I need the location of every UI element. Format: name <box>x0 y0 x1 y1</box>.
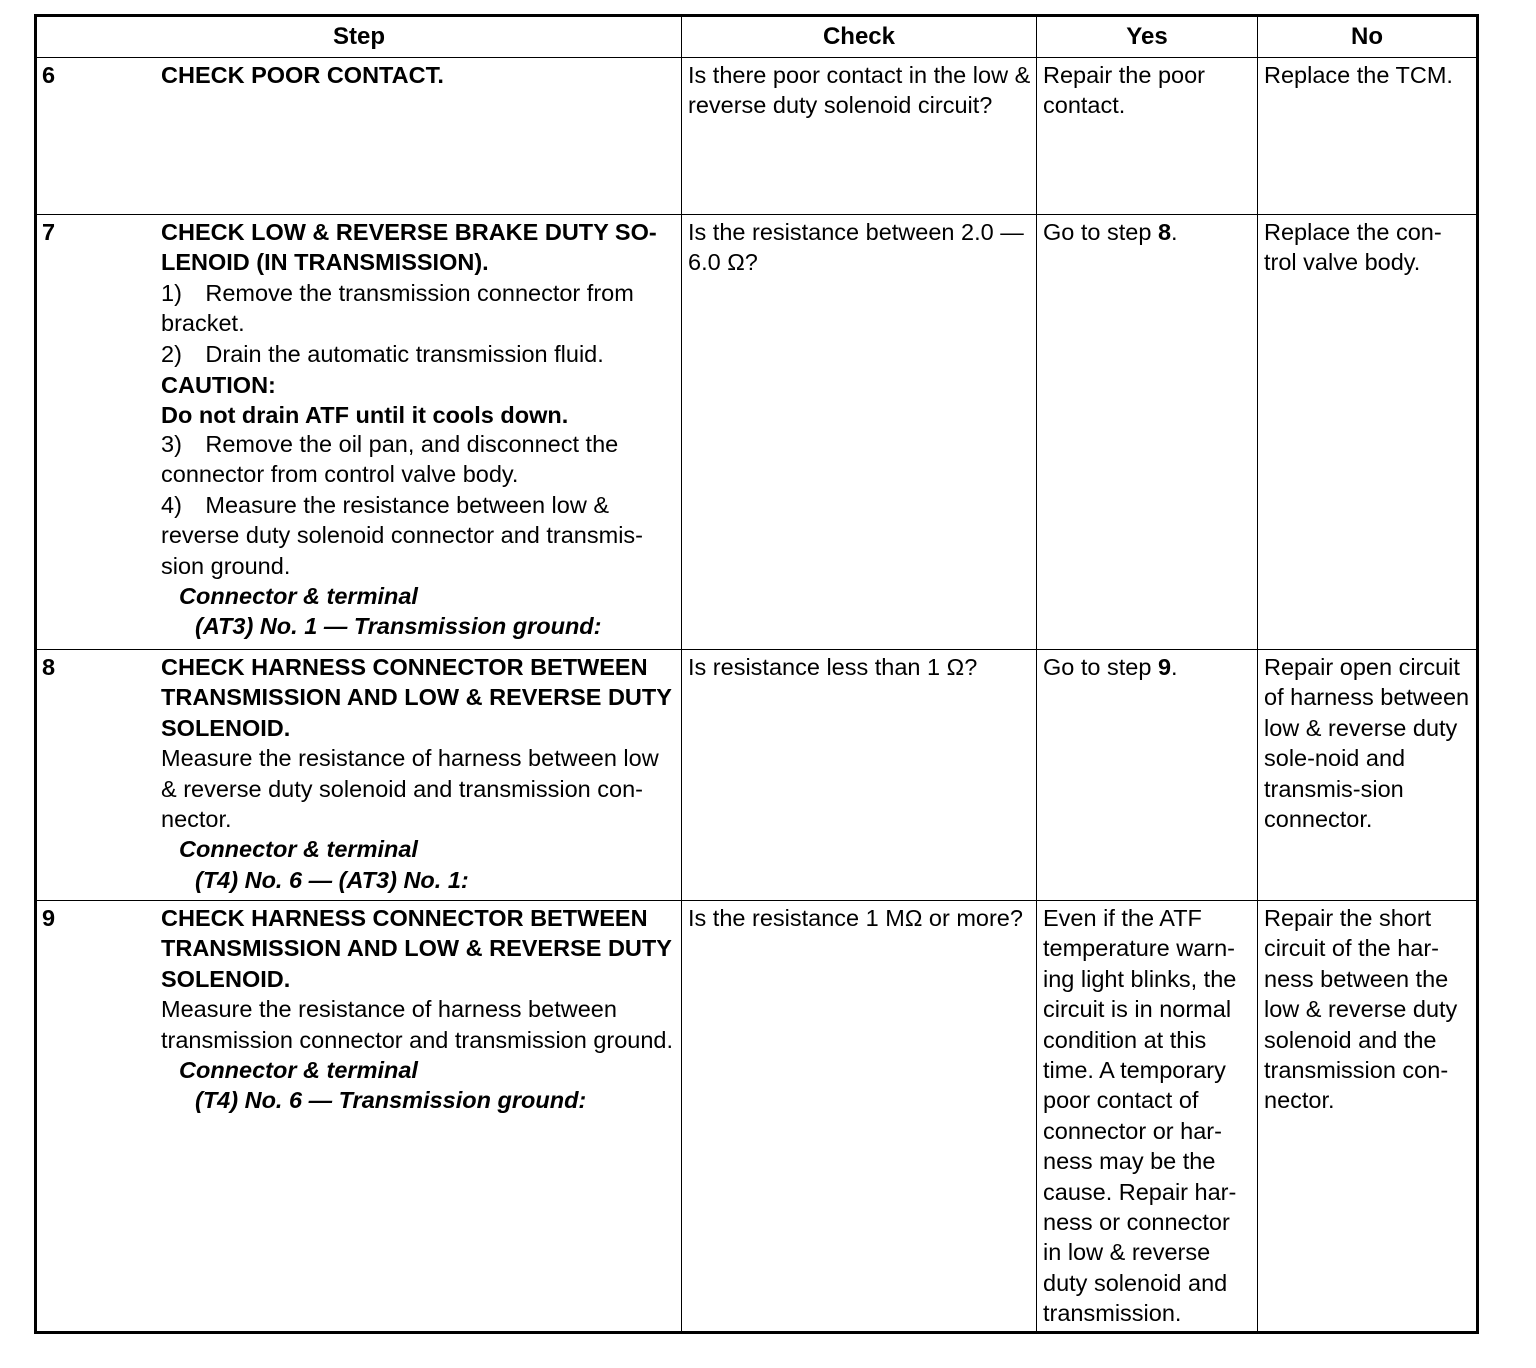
connector-terminal-value: (AT3) No. 1 — Transmission ground: <box>195 613 602 640</box>
no-text: Replace the TCM. <box>1264 62 1453 88</box>
yes-cell <box>1037 650 1258 901</box>
connector-terminal-label: Connector & terminal <box>179 836 418 863</box>
substep-4: 4) Measure the resistance between low & reverse duty solenoid connector and transmis-sion ground. <box>161 491 643 579</box>
check-text: Is the resistance 1 MΩ or more? <box>688 905 1023 931</box>
step-number: 7 <box>42 219 56 245</box>
header-no: No <box>1258 16 1478 58</box>
yes-prefix: Go to step <box>1043 654 1158 680</box>
header-row <box>36 16 1478 58</box>
table-row <box>36 650 1478 901</box>
substep-2: 2) Drain the automatic transmission fluid. <box>161 340 604 367</box>
table-row <box>36 215 1478 650</box>
check-text: Is there poor contact in the low & reverse duty solenoid circuit? <box>688 62 1031 119</box>
table-row <box>36 58 1478 215</box>
yes-text: Repair the poor contact. <box>1043 62 1205 119</box>
header-yes: Yes <box>1037 16 1258 58</box>
yes-prefix: Go to step <box>1043 219 1158 245</box>
step-title: CHECK HARNESS CONNECTOR BETWEEN TRANSMISSION AND LOW & REVERSE DUTY SOLENOID. <box>161 905 672 992</box>
step-cell <box>36 901 682 1333</box>
step-title: CHECK LOW & REVERSE BRAKE DUTY SO-LENOID (IN TRANSMISSION). <box>161 219 657 276</box>
step-cell <box>36 650 682 901</box>
connector-terminal-value: (T4) No. 6 — Transmission ground: <box>195 1087 587 1114</box>
step-cell <box>36 58 682 215</box>
check-cell <box>682 901 1037 1333</box>
yes-text <box>1037 215 1257 247</box>
yes-step-link[interactable]: 8 <box>1157 219 1172 245</box>
no-cell <box>1258 901 1478 1333</box>
yes-cell <box>1037 901 1258 1333</box>
yes-cell <box>1037 58 1258 215</box>
yes-step-link[interactable]: 9 <box>1157 654 1172 680</box>
connector-terminal-label: Connector & terminal <box>179 1057 418 1084</box>
step-title: CHECK HARNESS CONNECTOR BETWEEN TRANSMISSION AND LOW & REVERSE DUTY SOLENOID. <box>161 654 672 741</box>
diagnostic-table <box>34 14 1479 1334</box>
caution-text: Do not drain ATF until it cools down. <box>161 402 569 429</box>
yes-suffix: . <box>1171 654 1178 680</box>
yes-text <box>1037 650 1257 682</box>
check-cell <box>682 650 1037 901</box>
yes-suffix: . <box>1171 219 1178 245</box>
step-number: 6 <box>42 62 56 88</box>
no-cell <box>1258 650 1478 901</box>
no-text: Repair open circuit of harness between low & reverse duty sole-noid and transmis-sion connector. <box>1264 654 1470 833</box>
check-cell <box>682 58 1037 215</box>
check-text: Is the resistance between 2.0 — 6.0 Ω? <box>688 219 1024 276</box>
connector-terminal-value: (T4) No. 6 — (AT3) No. 1: <box>195 866 469 893</box>
step-title: CHECK POOR CONTACT. <box>161 62 444 88</box>
yes-cell <box>1037 215 1258 650</box>
check-text: Is resistance less than 1 Ω? <box>688 654 978 680</box>
header-step: Step <box>36 16 682 58</box>
header-check: Check <box>682 16 1037 58</box>
step-description: Measure the resistance of harness between low & reverse duty solenoid and transmission con-nector. <box>161 745 659 833</box>
substep-3: 3) Remove the oil pan, and disconnect the connector from control valve body. <box>161 431 619 488</box>
no-text: Repair the short circuit of the har-ness between the low & reverse duty solenoid and the transmission con-nector. <box>1264 905 1458 1114</box>
caution-label: CAUTION: <box>161 372 276 399</box>
connector-terminal-label: Connector & terminal <box>179 583 418 610</box>
table-row <box>36 901 1478 1333</box>
step-number: 9 <box>42 905 56 931</box>
no-text: Replace the con-trol valve body. <box>1264 219 1442 276</box>
step-description: Measure the resistance of harness between transmission connector and transmission ground. <box>161 996 674 1053</box>
step-cell <box>36 215 682 650</box>
no-cell <box>1258 215 1478 650</box>
no-cell <box>1258 58 1478 215</box>
substep-1: 1) Remove the transmission connector from bracket. <box>161 279 634 337</box>
check-cell <box>682 215 1037 650</box>
yes-text: Even if the ATF temperature warn-ing light blinks, the circuit is in normal condition at this time. A temporary poor contact of connector or har-ness may be the cause. Repair har-ness or connector in low & reverse duty solenoid and transmission. <box>1043 905 1237 1327</box>
step-number: 8 <box>42 654 56 680</box>
